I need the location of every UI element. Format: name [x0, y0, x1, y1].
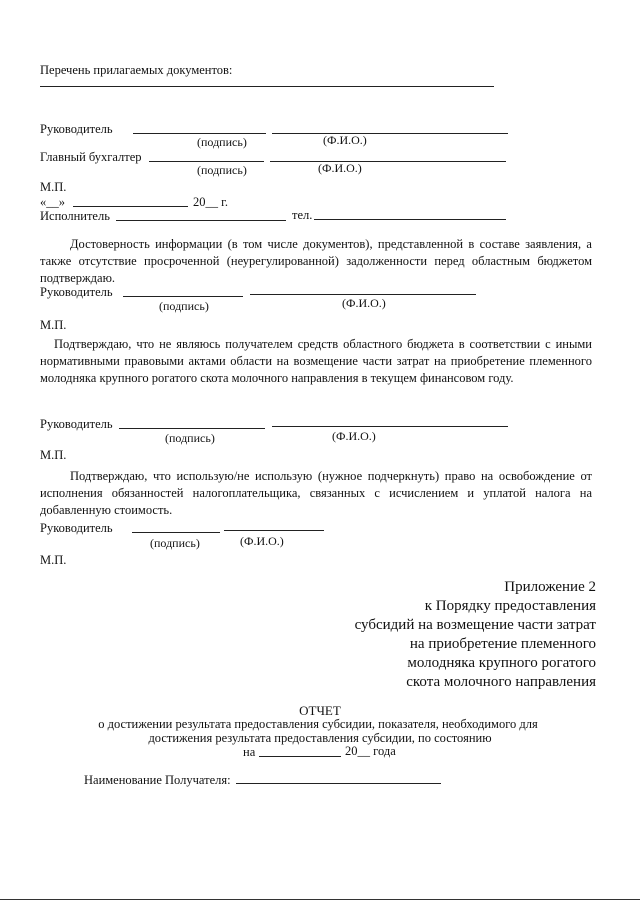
phone-label: тел. — [292, 208, 313, 222]
phone-line[interactable] — [314, 219, 506, 220]
confirmation1-stamp: М.П. — [40, 318, 67, 332]
date-day: «__» — [40, 195, 65, 209]
attachments-label: Перечень прилагаемых документов: — [40, 63, 233, 77]
report-date-prefix: на — [243, 745, 256, 759]
confirmation1-head-label: Руководитель — [40, 285, 113, 299]
head-signature-line[interactable] — [133, 133, 266, 134]
confirmation3-fio-line[interactable] — [224, 530, 324, 531]
appendix-line-5: молодняка крупного рогатого — [407, 655, 596, 671]
appendix-line-3: субсидий на возмещение части затрат — [354, 617, 596, 633]
confirmation1-fio-caption: (Ф.И.О.) — [342, 296, 386, 310]
executor-label: Исполнитель — [40, 209, 110, 223]
date-year: 20__ г. — [193, 195, 228, 209]
confirmation3-fio-caption: (Ф.И.О.) — [240, 534, 284, 548]
executor-line[interactable] — [116, 220, 286, 221]
confirmation2-signature-line[interactable] — [119, 428, 265, 429]
appendix-line-6: скота молочного направления — [406, 674, 596, 690]
report-subtitle-line-2: достижения результата предоставления субсидии, по состоянию — [148, 731, 492, 745]
head-fio-caption: (Ф.И.О.) — [323, 133, 367, 147]
accountant-fio-line[interactable] — [270, 161, 506, 162]
date-month-line[interactable] — [73, 206, 188, 207]
confirmation2-stamp: М.П. — [40, 448, 67, 462]
report-subtitle-line-1: о достижении результата предоставления субсидии, показателя, необходимого для — [98, 717, 538, 731]
stamp-label: М.П. — [40, 180, 67, 194]
confirmation2-head-label: Руководитель — [40, 417, 113, 431]
head-label: Руководитель — [40, 122, 113, 136]
head-fio-line[interactable] — [272, 133, 508, 134]
confirmation3-stamp: М.П. — [40, 553, 67, 567]
confirmation3-signature-line[interactable] — [132, 532, 220, 533]
confirmation1-signature-caption: (подпись) — [159, 299, 209, 313]
confirmation3-head-label: Руководитель — [40, 521, 113, 535]
confirmation1-signature-line[interactable] — [123, 296, 243, 297]
recipient-label: Наименование Получателя: — [84, 773, 231, 787]
report-date-line[interactable] — [259, 756, 341, 757]
report-title: ОТЧЕТ — [299, 703, 341, 718]
confirmation-non-recipient-text: Подтверждаю, что не являюсь получателем средств областного бюджета в соответствии с иными нормативными правовыми актами области на возмещение части затрат на приобретение племенного молодняка крупного рогатого скота молочного направления в текущем финансовом году. — [40, 337, 592, 385]
accountant-signature-caption: (подпись) — [197, 163, 247, 177]
report-date-year: 20__ года — [345, 744, 396, 758]
confirmation1-fio-line[interactable] — [250, 294, 476, 295]
accountant-signature-line[interactable] — [149, 161, 264, 162]
appendix-line-1: Приложение 2 — [504, 579, 596, 595]
attachments-line[interactable] — [40, 86, 494, 87]
confirmation2-signature-caption: (подпись) — [165, 431, 215, 445]
confirmation-vat-text: Подтверждаю, что использую/не использую (нужное подчеркнуть) право на освобождение от исполнения обязанностей налогоплательщика, связанных с исчислением и уплатой налога на добавленную стоимость. — [40, 469, 592, 517]
appendix-line-2: к Порядку предоставления — [424, 598, 596, 614]
confirmation2-fio-caption: (Ф.И.О.) — [332, 429, 376, 443]
accountant-fio-caption: (Ф.И.О.) — [318, 161, 362, 175]
accountant-label: Главный бухгалтер — [40, 150, 142, 164]
head-signature-caption: (подпись) — [197, 135, 247, 149]
confirmation-reliability-text: Достоверность информации (в том числе документов), представленной в составе заявления, а также отсутствие просроченной (неурегулированной) задолженности перед областным бюджетом подтверждаю. — [40, 237, 592, 285]
confirmation3-signature-caption: (подпись) — [150, 536, 200, 550]
appendix-line-4: на приобретение племенного — [409, 636, 596, 652]
recipient-line[interactable] — [236, 783, 441, 784]
confirmation2-fio-line[interactable] — [272, 426, 508, 427]
page-bottom-rule — [0, 899, 640, 900]
